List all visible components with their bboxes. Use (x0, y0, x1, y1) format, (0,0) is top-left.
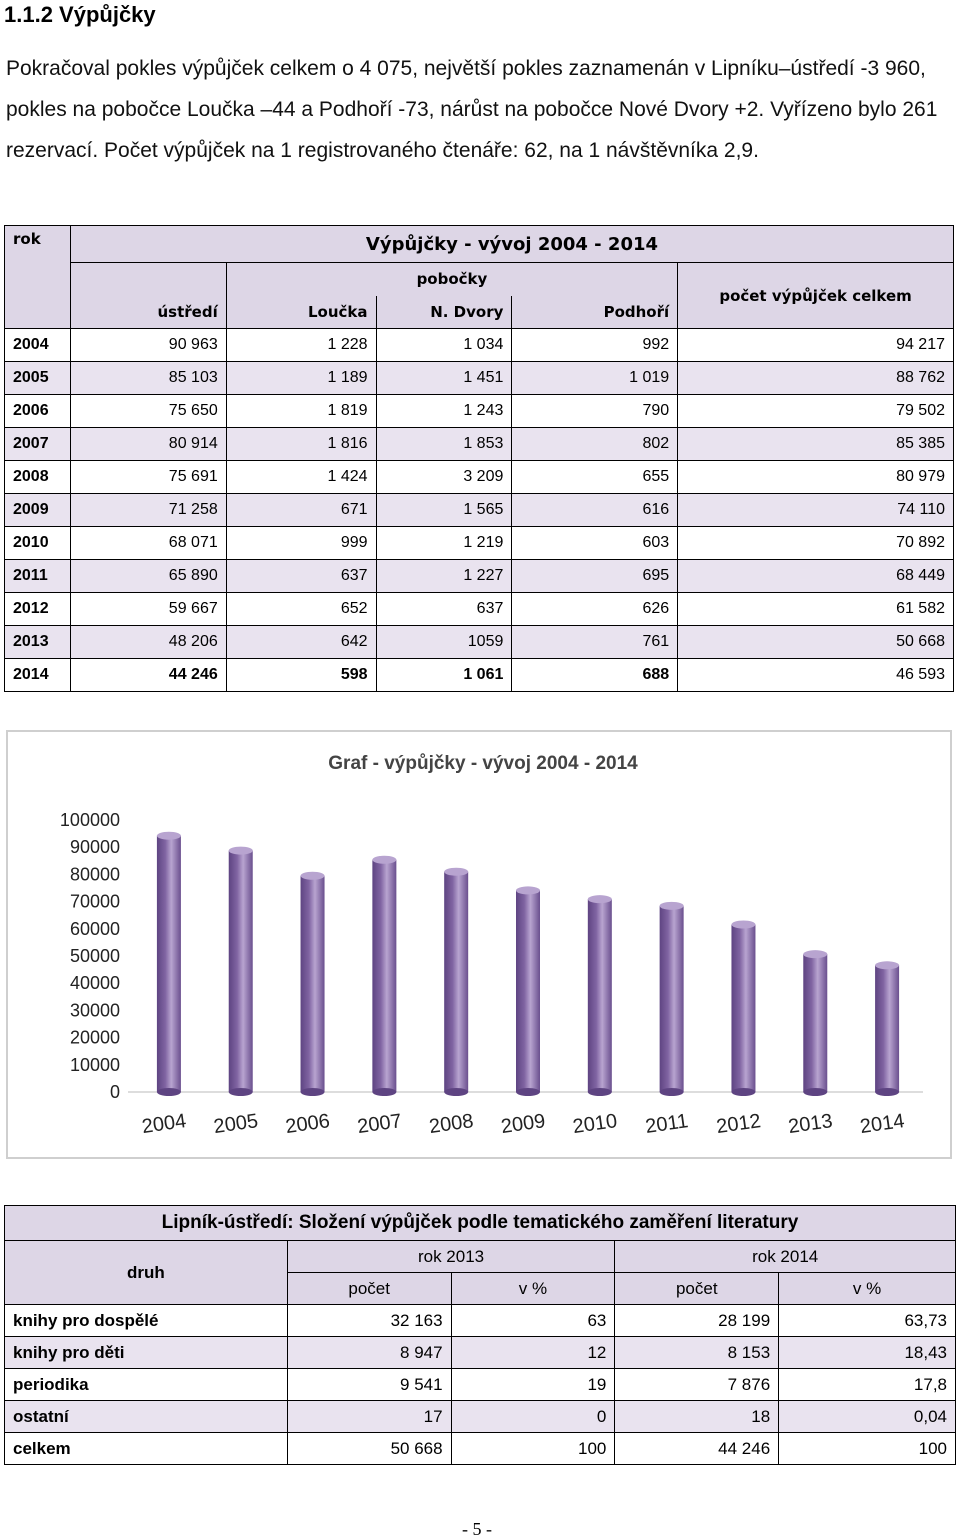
cell-p2014: 28 199 (615, 1305, 779, 1337)
cell-ndvory: 1 853 (376, 428, 512, 461)
cell-rok: 2005 (5, 362, 71, 395)
table-row (5, 395, 954, 428)
cell-celkem: 80 979 (678, 461, 954, 494)
y-tick-label: 100000 (59, 810, 120, 830)
cell-ndvory: 1 565 (376, 494, 512, 527)
col-loucka: Loučka (226, 296, 376, 329)
cell-celkem: 50 668 (678, 626, 954, 659)
cell-podhori: 603 (512, 527, 678, 560)
y-tick-label: 70000 (69, 891, 120, 912)
cell-ndvory: 1 034 (376, 329, 512, 362)
cell-loucka: 637 (226, 560, 376, 593)
x-tick-label: 2004 (140, 1110, 188, 1139)
cell-druh: knihy pro dospělé (5, 1305, 288, 1337)
cell-p2014: 7 876 (615, 1369, 779, 1401)
table-row (5, 1337, 956, 1369)
cell-celkem: 70 892 (678, 527, 954, 560)
cell-rok: 2007 (5, 428, 71, 461)
cell-p2013: 32 163 (287, 1305, 451, 1337)
table-row (5, 362, 954, 395)
cell-rok: 2009 (5, 494, 71, 527)
table-row (5, 1305, 956, 1337)
cell-celkem: 74 110 (678, 494, 954, 527)
col-pocet-2013: počet (287, 1273, 451, 1305)
y-tick-label: 50000 (69, 946, 120, 966)
cell-celkem: 46 593 (678, 659, 954, 692)
table1-title: Výpůjčky - vývoj 2004 - 2014 (70, 226, 953, 263)
cell-podhori: 695 (512, 560, 678, 593)
bar (516, 886, 540, 1096)
cell-podhori: 688 (512, 659, 678, 692)
table-row (5, 659, 954, 692)
col-rok: rok (5, 226, 71, 329)
cell-rok: 2014 (5, 659, 71, 692)
table-row (5, 494, 954, 527)
cell-loucka: 1 189 (226, 362, 376, 395)
cell-celkem: 68 449 (678, 560, 954, 593)
y-tick-label: 90000 (69, 837, 120, 858)
y-tick-label: 20000 (69, 1027, 120, 1048)
bar (301, 872, 325, 1096)
cell-pct2013: 63 (451, 1305, 615, 1337)
composition-table (4, 1205, 956, 1465)
cell-podhori: 655 (512, 461, 678, 494)
table-row (5, 1369, 956, 1401)
bar (372, 856, 396, 1096)
cell-pct2014: 18,43 (779, 1337, 956, 1369)
loans-chart (6, 730, 952, 1159)
cell-ndvory: 1 243 (376, 395, 512, 428)
cell-podhori: 761 (512, 626, 678, 659)
cell-loucka: 652 (226, 593, 376, 626)
col-podhori: Podhoří (512, 296, 678, 329)
x-tick-label: 2009 (499, 1110, 547, 1139)
x-tick-label: 2011 (643, 1110, 690, 1138)
cell-loucka: 1 228 (226, 329, 376, 362)
cell-pct2014: 100 (779, 1433, 956, 1465)
cell-celkem: 79 502 (678, 395, 954, 428)
intro-paragraph: Pokračoval pokles výpůjček celkem o 4 075, největší pokles zaznamenán v Lipníku–ústředí -3 960, pokles na pobočce Loučka –44 a Podhoří -73, nárůst na pobočce Nové Dvory +2. Vyřízeno bylo 261 rezervací. Počet výpůjček na 1 registrovaného čtenáře: 62, na 1 návštěvníka 2,9. (6, 57, 938, 162)
table-row (5, 428, 954, 461)
loans-table (4, 225, 954, 692)
cell-celkem: 85 385 (678, 428, 954, 461)
cell-rok: 2012 (5, 593, 71, 626)
table-row (5, 1401, 956, 1433)
cell-ustredi: 65 890 (70, 560, 226, 593)
cell-rok: 2008 (5, 461, 71, 494)
bar (444, 868, 468, 1096)
col-2014: rok 2014 (615, 1241, 956, 1273)
cell-druh: celkem (5, 1433, 288, 1465)
cell-rok: 2010 (5, 527, 71, 560)
cell-podhori: 790 (512, 395, 678, 428)
y-tick-label: 60000 (69, 918, 120, 939)
cell-pct2013: 19 (451, 1369, 615, 1401)
table-row (5, 527, 954, 560)
x-tick-label: 2007 (355, 1110, 404, 1139)
col-pobocky: pobočky (226, 263, 677, 296)
cell-pct2014: 0,04 (779, 1401, 956, 1433)
col-pct-2013: v % (451, 1273, 615, 1305)
bar (803, 950, 827, 1096)
cell-p2013: 50 668 (287, 1433, 451, 1465)
bar (157, 832, 181, 1096)
cell-ustredi: 59 667 (70, 593, 226, 626)
x-tick-label: 2014 (858, 1110, 906, 1139)
cell-p2014: 18 (615, 1401, 779, 1433)
cell-podhori: 802 (512, 428, 678, 461)
cell-loucka: 671 (226, 494, 376, 527)
cell-pct2013: 0 (451, 1401, 615, 1433)
cell-pct2013: 12 (451, 1337, 615, 1369)
cell-rok: 2006 (5, 395, 71, 428)
x-tick-label: 2012 (715, 1110, 763, 1139)
table-row (5, 560, 954, 593)
bar (875, 961, 899, 1096)
x-tick-label: 2013 (786, 1110, 835, 1139)
table-row (5, 329, 954, 362)
y-tick-label: 80000 (69, 864, 120, 885)
table-row (5, 593, 954, 626)
cell-celkem: 88 762 (678, 362, 954, 395)
cell-loucka: 1 424 (226, 461, 376, 494)
cell-pct2013: 100 (451, 1433, 615, 1465)
page-number: - 5 - (462, 1519, 492, 1539)
cell-ustredi: 48 206 (70, 626, 226, 659)
cell-ustredi: 90 963 (70, 329, 226, 362)
cell-podhori: 626 (512, 593, 678, 626)
cell-p2013: 17 (287, 1401, 451, 1433)
cell-ndvory: 1 227 (376, 560, 512, 593)
cell-rok: 2011 (5, 560, 71, 593)
cell-ndvory: 1 451 (376, 362, 512, 395)
cell-loucka: 598 (226, 659, 376, 692)
cell-loucka: 1 819 (226, 395, 376, 428)
cell-loucka: 642 (226, 626, 376, 659)
bar (229, 847, 253, 1096)
col-pocet-2014: počet (615, 1273, 779, 1305)
cell-ndvory: 1059 (376, 626, 512, 659)
bar (588, 895, 612, 1096)
cell-podhori: 1 019 (512, 362, 678, 395)
x-tick-label: 2005 (212, 1110, 260, 1139)
y-tick-label: 0 (109, 1082, 120, 1102)
col-pct-2014: v % (779, 1273, 956, 1305)
chart-title: Graf - výpůjčky - vývoj 2004 - 2014 (328, 753, 638, 774)
cell-ndvory: 637 (376, 593, 512, 626)
col-ustredi: ústředí (70, 296, 226, 329)
cell-ustredi: 80 914 (70, 428, 226, 461)
bar (731, 920, 755, 1096)
cell-loucka: 1 816 (226, 428, 376, 461)
y-tick-label: 40000 (69, 973, 120, 994)
table2-title: Lipník-ústředí: Složení výpůjček podle tematického zaměření literatury (5, 1206, 956, 1241)
table-row (5, 626, 954, 659)
cell-ndvory: 3 209 (376, 461, 512, 494)
cell-p2014: 8 153 (615, 1337, 779, 1369)
y-tick-label: 30000 (69, 1000, 120, 1021)
cell-ustredi: 85 103 (70, 362, 226, 395)
bar (660, 902, 684, 1096)
cell-celkem: 61 582 (678, 593, 954, 626)
col-druh: druh (5, 1241, 288, 1305)
col-ndvory: N. Dvory (376, 296, 512, 329)
cell-rok: 2013 (5, 626, 71, 659)
x-tick-label: 2010 (571, 1110, 619, 1139)
y-tick-label: 10000 (69, 1054, 120, 1075)
cell-ndvory: 1 219 (376, 527, 512, 560)
cell-podhori: 992 (512, 329, 678, 362)
x-tick-label: 2006 (284, 1110, 332, 1139)
cell-pct2014: 63,73 (779, 1305, 956, 1337)
cell-druh: ostatní (5, 1401, 288, 1433)
cell-druh: periodika (5, 1369, 288, 1401)
cell-ustredi: 75 691 (70, 461, 226, 494)
cell-podhori: 616 (512, 494, 678, 527)
cell-rok: 2004 (5, 329, 71, 362)
cell-celkem: 94 217 (678, 329, 954, 362)
cell-ustredi: 44 246 (70, 659, 226, 692)
cell-ustredi: 71 258 (70, 494, 226, 527)
cell-ndvory: 1 061 (376, 659, 512, 692)
cell-loucka: 999 (226, 527, 376, 560)
cell-ustredi: 75 650 (70, 395, 226, 428)
section-heading: 1.1.2 Výpůjčky (4, 2, 156, 27)
x-tick-label: 2008 (427, 1110, 475, 1139)
cell-p2013: 9 541 (287, 1369, 451, 1401)
cell-p2013: 8 947 (287, 1337, 451, 1369)
cell-druh: knihy pro děti (5, 1337, 288, 1369)
table-row (5, 1433, 956, 1465)
cell-ustredi: 68 071 (70, 527, 226, 560)
table-row (5, 461, 954, 494)
cell-pct2014: 17,8 (779, 1369, 956, 1401)
col-2013: rok 2013 (287, 1241, 615, 1273)
cell-p2014: 44 246 (615, 1433, 779, 1465)
col-celkem: počet výpůjček celkem (678, 263, 954, 329)
